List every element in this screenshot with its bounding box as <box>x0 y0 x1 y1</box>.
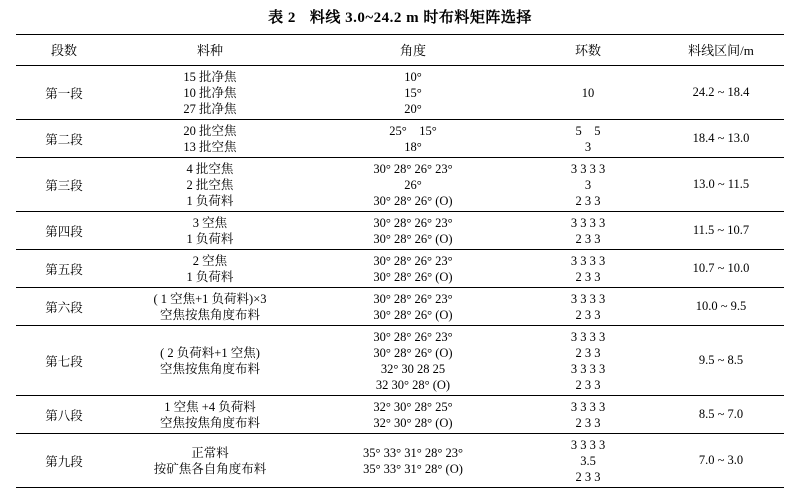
cell-segment: 第一段 <box>16 66 112 120</box>
column-header-rings: 环数 <box>518 35 658 66</box>
cell-rings: 3 3 3 3 2 3 3 <box>518 396 658 434</box>
cell-segment: 第八段 <box>16 396 112 434</box>
table-caption <box>16 0 784 34</box>
table-caption-label: 表 2 <box>268 10 296 26</box>
table-header <box>16 35 784 66</box>
cell-angle: 30° 28° 26° 23° 30° 28° 26° (O) 32° 30 28 25 32 30° 28° (O) <box>308 326 518 396</box>
cell-range: 7.0 ~ 3.0 <box>658 434 784 488</box>
cell-range: 10.0 ~ 9.5 <box>658 288 784 326</box>
cell-material: 1 空焦 +4 负荷料 空焦按焦角度布料 <box>112 396 308 434</box>
cell-angle: 10° 15° 20° <box>308 66 518 120</box>
cell-segment: 第九段 <box>16 434 112 488</box>
table-row <box>16 434 784 488</box>
cell-material: 3 空焦 1 负荷料 <box>112 212 308 250</box>
cell-angle: 35° 33° 31° 28° 23° 35° 33° 31° 28° (O) <box>308 434 518 488</box>
cell-range: 11.5 ~ 10.7 <box>658 212 784 250</box>
cell-rings: 3 3 3 3 3 2 3 3 <box>518 158 658 212</box>
cell-range: 9.5 ~ 8.5 <box>658 326 784 396</box>
column-header-material: 料种 <box>112 35 308 66</box>
cell-rings: 5 5 3 <box>518 120 658 158</box>
column-header-segment: 段数 <box>16 35 112 66</box>
cell-rings: 3 3 3 3 2 3 3 <box>518 212 658 250</box>
cell-segment: 第四段 <box>16 212 112 250</box>
cell-angle: 30° 28° 26° 23° 26° 30° 28° 26° (O) <box>308 158 518 212</box>
table-row <box>16 158 784 212</box>
cell-segment: 第七段 <box>16 326 112 396</box>
table-header-row <box>16 35 784 66</box>
table-row <box>16 120 784 158</box>
cell-range: 8.5 ~ 7.0 <box>658 396 784 434</box>
table-row <box>16 288 784 326</box>
cell-range: 10.7 ~ 10.0 <box>658 250 784 288</box>
cell-range: 24.2 ~ 18.4 <box>658 66 784 120</box>
cell-segment: 第二段 <box>16 120 112 158</box>
table-body <box>16 66 784 488</box>
cell-angle: 25° 15° 18° <box>308 120 518 158</box>
cell-rings: 3 3 3 3 2 3 3 3 3 3 3 2 3 3 <box>518 326 658 396</box>
cell-segment: 第六段 <box>16 288 112 326</box>
cell-rings: 3 3 3 3 2 3 3 <box>518 250 658 288</box>
cell-angle: 30° 28° 26° 23° 30° 28° 26° (O) <box>308 212 518 250</box>
table-row <box>16 250 784 288</box>
column-header-angle: 角度 <box>308 35 518 66</box>
cell-rings: 3 3 3 3 3.5 2 3 3 <box>518 434 658 488</box>
burden-matrix-table <box>16 34 784 488</box>
table-caption-title: 料线 3.0~24.2 m 时布料矩阵选择 <box>309 10 532 26</box>
cell-material: 15 批净焦 10 批净焦 27 批净焦 <box>112 66 308 120</box>
cell-material: 20 批空焦 13 批空焦 <box>112 120 308 158</box>
cell-angle: 30° 28° 26° 23° 30° 28° 26° (O) <box>308 250 518 288</box>
table-row <box>16 326 784 396</box>
cell-material: 正常料 按矿焦各自角度布料 <box>112 434 308 488</box>
column-header-range: 料线区间/m <box>658 35 784 66</box>
cell-material: 4 批空焦 2 批空焦 1 负荷料 <box>112 158 308 212</box>
cell-range: 13.0 ~ 11.5 <box>658 158 784 212</box>
cell-material: ( 2 负荷料+1 空焦) 空焦按焦角度布料 <box>112 326 308 396</box>
table-row <box>16 396 784 434</box>
cell-segment: 第五段 <box>16 250 112 288</box>
cell-angle: 32° 30° 28° 25° 32° 30° 28° (O) <box>308 396 518 434</box>
table-row <box>16 66 784 120</box>
cell-angle: 30° 28° 26° 23° 30° 28° 26° (O) <box>308 288 518 326</box>
cell-range: 18.4 ~ 13.0 <box>658 120 784 158</box>
cell-segment: 第三段 <box>16 158 112 212</box>
cell-material: 2 空焦 1 负荷料 <box>112 250 308 288</box>
table-row <box>16 212 784 250</box>
cell-material: ( 1 空焦+1 负荷料)×3 空焦按焦角度布料 <box>112 288 308 326</box>
cell-rings: 10 <box>518 66 658 120</box>
cell-rings: 3 3 3 3 2 3 3 <box>518 288 658 326</box>
